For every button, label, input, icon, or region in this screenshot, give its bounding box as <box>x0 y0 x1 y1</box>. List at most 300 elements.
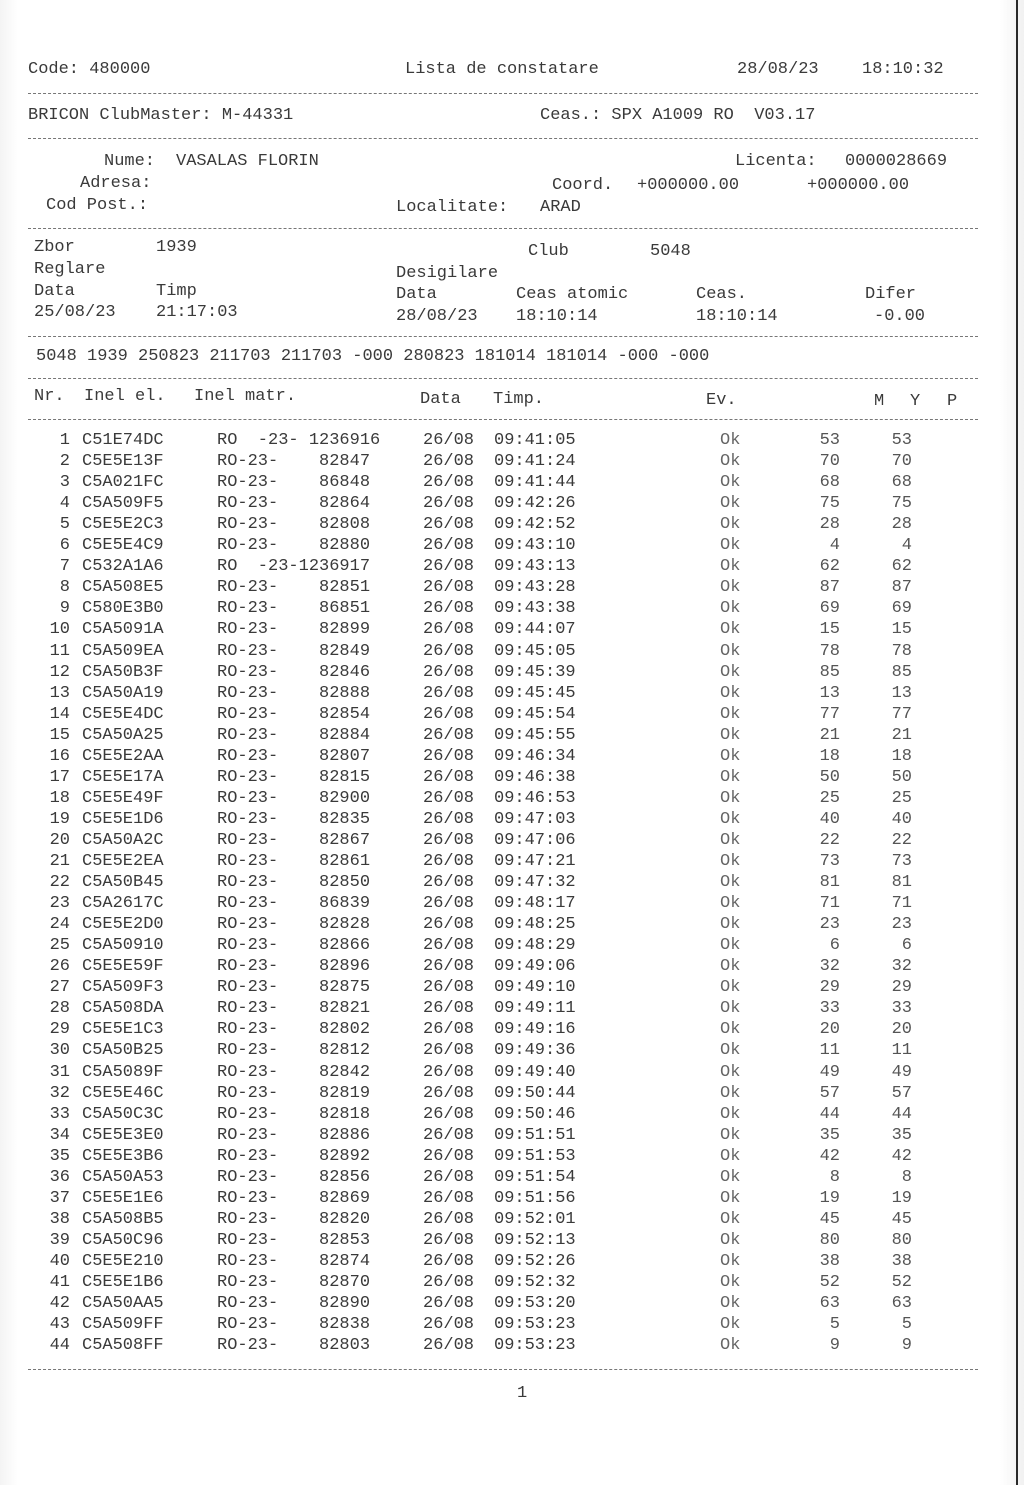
row-inel-matr: RO-23- 82900 <box>217 788 371 808</box>
row-event: Ok <box>720 999 741 1019</box>
row-event: Ok <box>720 746 741 766</box>
row-time: 09:47:06 <box>494 830 576 850</box>
row-inel-matr: RO-23- 82808 <box>217 515 371 535</box>
table-row <box>0 851 1024 872</box>
row-nr: 2 <box>59 452 70 472</box>
club-value: 5048 <box>650 242 691 261</box>
postcode-label: Cod Post.: <box>46 196 149 215</box>
row-time: 09:41:44 <box>494 473 576 493</box>
coord-y: +000000.00 <box>807 176 910 195</box>
row-y: 85 <box>891 662 912 682</box>
table-row <box>0 935 1024 956</box>
row-event: Ok <box>720 894 741 914</box>
row-inel-el: C5E5E49F <box>82 788 164 808</box>
row-event: Ok <box>720 1125 741 1145</box>
table-row <box>0 746 1024 767</box>
row-date: 26/08 <box>423 978 475 998</box>
row-m: 57 <box>819 1083 840 1103</box>
row-date: 26/08 <box>423 725 475 745</box>
row-m: 62 <box>819 557 840 577</box>
row-date: 26/08 <box>423 830 475 850</box>
row-event: Ok <box>720 978 741 998</box>
divider <box>28 378 978 379</box>
row-m: 68 <box>819 473 840 493</box>
row-event: Ok <box>720 641 741 661</box>
table-row <box>0 472 1024 493</box>
table-row <box>0 914 1024 935</box>
table-row <box>0 556 1024 577</box>
row-y: 6 <box>901 936 912 956</box>
row-time: 09:43:38 <box>494 599 576 619</box>
table-row <box>0 1104 1024 1125</box>
row-time: 09:49:10 <box>494 978 576 998</box>
row-time: 09:42:26 <box>494 494 576 514</box>
row-m: 35 <box>819 1125 840 1145</box>
row-m: 19 <box>819 1188 840 1208</box>
row-time: 09:53:20 <box>494 1294 576 1314</box>
row-y: 42 <box>891 1146 912 1166</box>
row-m: 70 <box>819 452 840 472</box>
row-inel-el: C5E5E17A <box>82 767 164 787</box>
row-event: Ok <box>720 1209 741 1229</box>
row-event: Ok <box>720 536 741 556</box>
ceas-atomic-value: 18:10:14 <box>516 307 598 326</box>
row-inel-el: C5E5E2AA <box>82 746 164 766</box>
row-y: 25 <box>891 788 912 808</box>
row-m: 73 <box>819 852 840 871</box>
row-date: 26/08 <box>423 1336 475 1356</box>
row-inel-matr: RO-23- 82884 <box>217 725 371 745</box>
row-y: 57 <box>891 1083 912 1103</box>
row-m: 13 <box>819 683 840 703</box>
zbor-value: 1939 <box>156 238 197 257</box>
row-m: 69 <box>819 599 840 619</box>
row-date: 26/08 <box>423 1273 475 1292</box>
row-inel-matr: RO-23- 82880 <box>217 536 371 556</box>
table-row <box>0 493 1024 514</box>
row-m: 25 <box>819 788 840 808</box>
row-y: 11 <box>891 1041 912 1061</box>
row-y: 77 <box>891 704 912 724</box>
table-row <box>0 619 1024 640</box>
row-date: 26/08 <box>423 473 475 493</box>
row-inel-el: C5A509FF <box>82 1315 164 1335</box>
col-timp: Timp. <box>493 390 545 409</box>
row-nr: 5 <box>59 515 70 535</box>
row-date: 26/08 <box>423 1315 475 1335</box>
row-inel-el: C5A50A2C <box>82 830 164 850</box>
row-inel-el: C5A508B5 <box>82 1209 164 1229</box>
row-inel-matr: RO-23- 82819 <box>217 1083 371 1103</box>
row-event: Ok <box>720 957 741 977</box>
row-y: 69 <box>891 599 912 619</box>
desig-data: 28/08/23 <box>396 307 478 326</box>
row-event: Ok <box>720 662 741 682</box>
row-time: 09:47:21 <box>494 852 576 871</box>
row-y: 49 <box>891 1062 912 1082</box>
row-inel-matr: RO-23- 82838 <box>217 1315 371 1335</box>
row-event: Ok <box>720 704 741 724</box>
table-row <box>0 662 1024 683</box>
row-event: Ok <box>720 599 741 619</box>
row-time: 09:47:32 <box>494 873 576 893</box>
row-inel-el: C51E74DC <box>82 431 164 450</box>
row-inel-el: C5A50AA5 <box>82 1294 164 1314</box>
row-m: 49 <box>819 1062 840 1082</box>
row-date: 26/08 <box>423 788 475 808</box>
coord-label: Coord. <box>552 176 614 195</box>
row-y: 87 <box>891 578 912 598</box>
row-inel-matr: RO -23- 1236916 <box>217 431 381 450</box>
row-inel-el: C5A508DA <box>82 999 164 1019</box>
row-date: 26/08 <box>423 936 475 956</box>
row-inel-matr: RO-23- 82888 <box>217 683 371 703</box>
table-row <box>0 1335 1024 1356</box>
row-y: 62 <box>891 557 912 577</box>
row-nr: 24 <box>49 915 70 935</box>
table-row <box>0 1188 1024 1209</box>
table-row <box>0 451 1024 472</box>
divider <box>28 93 978 94</box>
row-date: 26/08 <box>423 1146 475 1166</box>
row-time: 09:51:54 <box>494 1167 576 1187</box>
row-inel-matr: RO-23- 82874 <box>217 1251 371 1271</box>
row-event: Ok <box>720 557 741 577</box>
row-nr: 26 <box>49 957 70 977</box>
row-y: 71 <box>891 894 912 914</box>
row-nr: 6 <box>59 536 70 556</box>
col-y: Y <box>910 392 921 411</box>
row-y: 5 <box>901 1315 912 1335</box>
table-row <box>0 1146 1024 1167</box>
row-date: 26/08 <box>423 641 475 661</box>
table-row <box>0 1125 1024 1146</box>
row-inel-matr: RO-23- 82849 <box>217 641 371 661</box>
table-row <box>0 1083 1024 1104</box>
row-date: 26/08 <box>423 852 475 871</box>
owner-name: VASALAS FLORIN <box>176 152 319 171</box>
print-date: 28/08/23 <box>737 60 819 79</box>
row-inel-el: C5E5E59F <box>82 957 164 977</box>
row-inel-el: C5E5E2EA <box>82 852 164 871</box>
row-nr: 11 <box>49 641 70 661</box>
row-m: 85 <box>819 662 840 682</box>
row-date: 26/08 <box>423 536 475 556</box>
row-time: 09:43:28 <box>494 578 576 598</box>
row-inel-el: C5A50A53 <box>82 1167 164 1187</box>
table-row <box>0 1062 1024 1083</box>
row-time: 09:48:29 <box>494 936 576 956</box>
table-row <box>0 683 1024 704</box>
row-inel-el: C5E5E4DC <box>82 704 164 724</box>
row-m: 20 <box>819 1020 840 1040</box>
row-nr: 28 <box>49 999 70 1019</box>
row-nr: 39 <box>49 1230 70 1250</box>
table-row <box>0 725 1024 746</box>
row-date: 26/08 <box>423 809 475 829</box>
row-time: 09:49:11 <box>494 999 576 1019</box>
row-m: 8 <box>829 1167 840 1187</box>
row-m: 52 <box>819 1273 840 1292</box>
table-row <box>0 830 1024 851</box>
row-event: Ok <box>720 494 741 514</box>
row-date: 26/08 <box>423 915 475 935</box>
reglare-data-label: Data <box>34 282 75 301</box>
row-m: 6 <box>829 936 840 956</box>
col-p: P <box>947 392 958 411</box>
col-inel-matr: Inel matr. <box>194 387 297 406</box>
ceas-value: 18:10:14 <box>696 307 778 326</box>
row-inel-el: C5E5E46C <box>82 1083 164 1103</box>
row-m: 9 <box>829 1336 840 1356</box>
row-nr: 34 <box>49 1125 70 1145</box>
row-nr: 19 <box>49 809 70 829</box>
col-ev: Ev. <box>706 391 737 410</box>
table-row <box>0 956 1024 977</box>
row-inel-el: C5A50C96 <box>82 1230 164 1250</box>
row-date: 26/08 <box>423 1020 475 1040</box>
row-inel-matr: RO-23- 82802 <box>217 1020 371 1040</box>
row-inel-matr: RO-23- 82875 <box>217 978 371 998</box>
row-event: Ok <box>720 1273 741 1292</box>
row-y: 15 <box>891 620 912 640</box>
row-inel-el: C532A1A6 <box>82 557 164 577</box>
row-m: 75 <box>819 494 840 514</box>
row-date: 26/08 <box>423 683 475 703</box>
row-inel-matr: RO-23- 82835 <box>217 809 371 829</box>
row-nr: 42 <box>49 1294 70 1314</box>
row-m: 4 <box>829 536 840 556</box>
row-inel-el: C5A50C3C <box>82 1104 164 1124</box>
row-inel-el: C5A50B25 <box>82 1041 164 1061</box>
row-inel-el: C5E5E3E0 <box>82 1125 164 1145</box>
row-time: 09:42:52 <box>494 515 576 535</box>
row-inel-matr: RO-23- 82856 <box>217 1167 371 1187</box>
table-row <box>0 998 1024 1019</box>
row-inel-el: C5A50A19 <box>82 683 164 703</box>
row-inel-matr: RO-23- 82846 <box>217 662 371 682</box>
row-inel-matr: RO-23- 86851 <box>217 599 371 619</box>
row-m: 22 <box>819 830 840 850</box>
row-inel-matr: RO-23- 82861 <box>217 852 371 871</box>
row-date: 26/08 <box>423 620 475 640</box>
row-nr: 41 <box>49 1273 70 1292</box>
row-nr: 20 <box>49 830 70 850</box>
row-inel-el: C5A2617C <box>82 894 164 914</box>
row-inel-matr: RO-23- 82807 <box>217 746 371 766</box>
row-inel-el: C5A50910 <box>82 936 164 956</box>
row-time: 09:51:51 <box>494 1125 576 1145</box>
coord-x: +000000.00 <box>637 176 740 195</box>
row-nr: 37 <box>49 1188 70 1208</box>
row-inel-matr: RO-23- 82870 <box>217 1273 371 1292</box>
row-inel-el: C5A5091A <box>82 620 164 640</box>
row-nr: 3 <box>59 473 70 493</box>
row-nr: 4 <box>59 494 70 514</box>
row-inel-matr: RO-23- 82853 <box>217 1230 371 1250</box>
row-inel-matr: RO-23- 82854 <box>217 704 371 724</box>
row-y: 81 <box>891 873 912 893</box>
table-row <box>0 641 1024 662</box>
row-inel-matr: RO-23- 82866 <box>217 936 371 956</box>
row-m: 44 <box>819 1104 840 1124</box>
row-y: 35 <box>891 1125 912 1145</box>
row-inel-el: C5A509EA <box>82 641 164 661</box>
row-time: 09:45:05 <box>494 641 576 661</box>
row-nr: 27 <box>49 978 70 998</box>
row-y: 33 <box>891 999 912 1019</box>
row-event: Ok <box>720 1336 741 1356</box>
row-time: 09:53:23 <box>494 1336 576 1356</box>
row-m: 33 <box>819 999 840 1019</box>
row-inel-matr: RO -23-1236917 <box>217 557 371 577</box>
row-time: 09:43:10 <box>494 536 576 556</box>
row-y: 52 <box>891 1273 912 1292</box>
row-nr: 31 <box>49 1062 70 1082</box>
row-inel-matr: RO-23- 82815 <box>217 767 371 787</box>
row-y: 22 <box>891 830 912 850</box>
zbor-label: Zbor <box>34 238 75 257</box>
row-date: 26/08 <box>423 452 475 472</box>
row-inel-el: C5A509F5 <box>82 494 164 514</box>
row-event: Ok <box>720 767 741 787</box>
row-y: 40 <box>891 809 912 829</box>
row-time: 09:46:34 <box>494 746 576 766</box>
row-y: 70 <box>891 452 912 472</box>
code-label: Code: 480000 <box>28 60 151 79</box>
row-date: 26/08 <box>423 1251 475 1271</box>
row-date: 26/08 <box>423 1209 475 1229</box>
row-y: 80 <box>891 1230 912 1250</box>
name-label: Nume: <box>104 152 156 171</box>
row-inel-el: C5A50B3F <box>82 662 164 682</box>
row-nr: 7 <box>59 557 70 577</box>
table-row <box>0 598 1024 619</box>
row-inel-el: C5E5E1D6 <box>82 809 164 829</box>
row-nr: 8 <box>59 578 70 598</box>
row-time: 09:48:17 <box>494 894 576 914</box>
row-time: 09:49:40 <box>494 1062 576 1082</box>
row-m: 21 <box>819 725 840 745</box>
table-row <box>0 1293 1024 1314</box>
row-inel-el: C5A508FF <box>82 1336 164 1356</box>
row-time: 09:43:13 <box>494 557 576 577</box>
row-date: 26/08 <box>423 957 475 977</box>
row-event: Ok <box>720 809 741 829</box>
row-nr: 43 <box>49 1315 70 1335</box>
row-event: Ok <box>720 515 741 535</box>
row-time: 09:49:36 <box>494 1041 576 1061</box>
clubmaster-id: BRICON ClubMaster: M-44331 <box>28 106 294 125</box>
col-m: M <box>874 392 885 411</box>
row-date: 26/08 <box>423 599 475 619</box>
row-date: 26/08 <box>423 1188 475 1208</box>
row-nr: 38 <box>49 1209 70 1229</box>
table-row <box>0 872 1024 893</box>
row-m: 50 <box>819 767 840 787</box>
row-inel-el: C5A50B45 <box>82 873 164 893</box>
row-event: Ok <box>720 683 741 703</box>
row-time: 09:52:32 <box>494 1273 576 1292</box>
col-inel-el: Inel el. <box>84 387 166 406</box>
row-date: 26/08 <box>423 578 475 598</box>
row-time: 09:49:16 <box>494 1020 576 1040</box>
row-m: 87 <box>819 578 840 598</box>
row-m: 18 <box>819 746 840 766</box>
row-nr: 33 <box>49 1104 70 1124</box>
row-inel-el: C5A50A25 <box>82 725 164 745</box>
row-date: 26/08 <box>423 1294 475 1314</box>
licence-number: 0000028669 <box>845 152 948 171</box>
row-date: 26/08 <box>423 515 475 535</box>
row-time: 09:45:39 <box>494 662 576 682</box>
table-row <box>0 1251 1024 1272</box>
table-row <box>0 1314 1024 1335</box>
row-time: 09:47:03 <box>494 809 576 829</box>
row-nr: 44 <box>49 1336 70 1356</box>
row-date: 26/08 <box>423 704 475 724</box>
row-y: 38 <box>891 1251 912 1271</box>
table-row <box>0 704 1024 725</box>
row-time: 09:50:44 <box>494 1083 576 1103</box>
document-title: Lista de constatare <box>405 60 599 79</box>
table-row <box>0 430 1024 451</box>
row-date: 26/08 <box>423 1104 475 1124</box>
divider <box>28 138 978 139</box>
row-inel-el: C5E5E3B6 <box>82 1146 164 1166</box>
row-inel-el: C5E5E1B6 <box>82 1273 164 1292</box>
row-time: 09:45:55 <box>494 725 576 745</box>
row-event: Ok <box>720 1062 741 1082</box>
row-nr: 22 <box>49 873 70 893</box>
row-nr: 32 <box>49 1083 70 1103</box>
row-time: 09:52:13 <box>494 1230 576 1250</box>
row-event: Ok <box>720 1315 741 1335</box>
row-nr: 35 <box>49 1146 70 1166</box>
row-y: 28 <box>891 515 912 535</box>
ceas-label: Ceas. <box>696 285 748 304</box>
reglare-label: Reglare <box>34 260 106 279</box>
row-date: 26/08 <box>423 662 475 682</box>
row-y: 21 <box>891 725 912 745</box>
row-event: Ok <box>720 852 741 871</box>
row-y: 53 <box>891 431 912 450</box>
row-inel-matr: RO-23- 82818 <box>217 1104 371 1124</box>
row-inel-el: C5E5E13F <box>82 452 164 472</box>
row-y: 44 <box>891 1104 912 1124</box>
page-number: 1 <box>517 1384 528 1403</box>
row-m: 23 <box>819 915 840 935</box>
row-nr: 18 <box>49 788 70 808</box>
table-row <box>0 1019 1024 1040</box>
row-event: Ok <box>720 1294 741 1314</box>
row-event: Ok <box>720 788 741 808</box>
row-time: 09:46:38 <box>494 767 576 787</box>
row-event: Ok <box>720 473 741 493</box>
row-inel-el: C580E3B0 <box>82 599 164 619</box>
col-nr: Nr. <box>34 387 65 406</box>
row-inel-matr: RO-23- 82803 <box>217 1336 371 1356</box>
row-event: Ok <box>720 725 741 745</box>
table-row <box>0 1167 1024 1188</box>
row-inel-el: C5E5E1E6 <box>82 1188 164 1208</box>
row-nr: 25 <box>49 936 70 956</box>
licence-label: Licenta: <box>735 152 817 171</box>
row-inel-matr: RO-23- 82864 <box>217 494 371 514</box>
row-inel-matr: RO-23- 82886 <box>217 1125 371 1145</box>
divider <box>28 419 978 420</box>
row-inel-matr: RO-23- 82821 <box>217 999 371 1019</box>
